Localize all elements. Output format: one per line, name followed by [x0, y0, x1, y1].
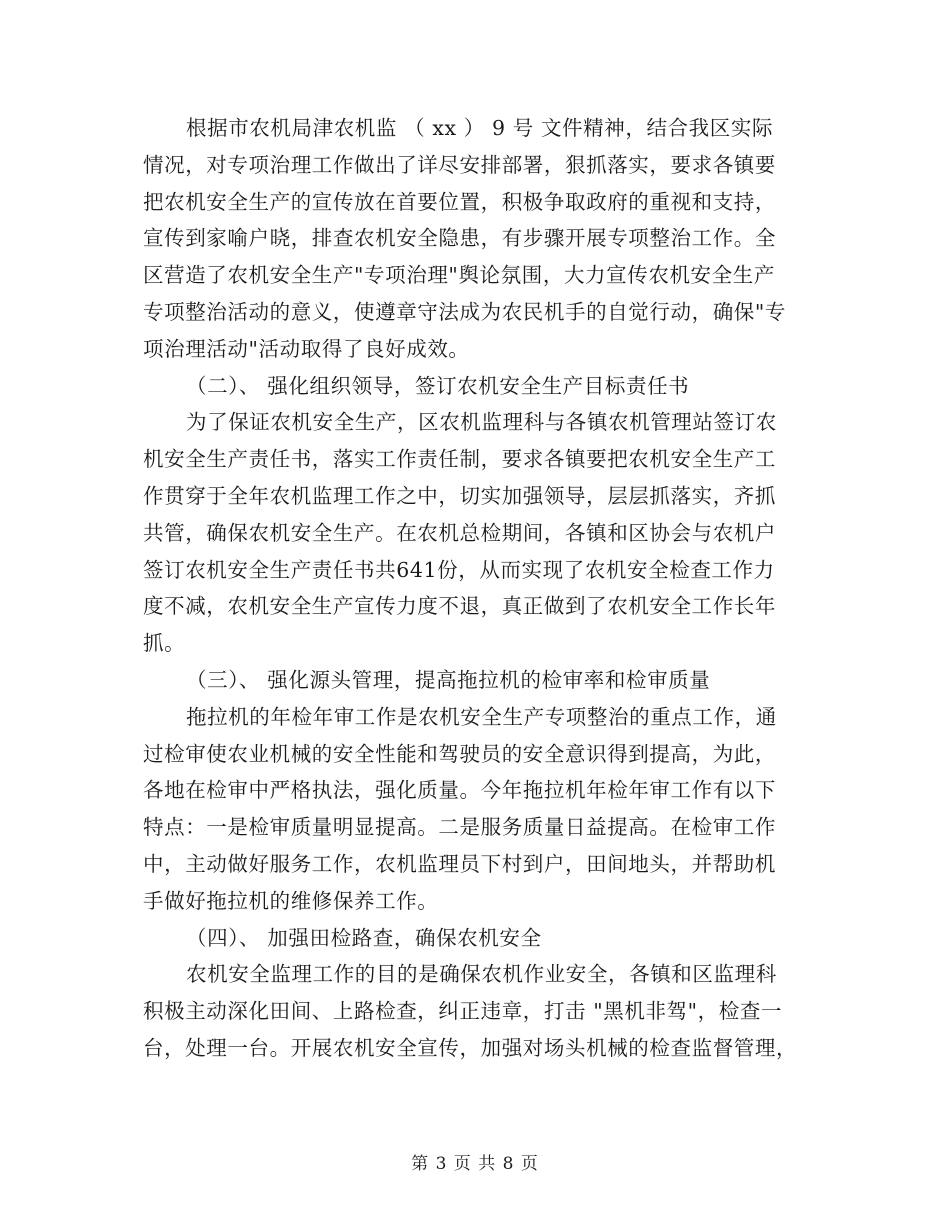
paragraph [143, 404, 810, 662]
text-line: 专项整治活动的意义，使遵章守法成为农民机手的自觉行动，确保"专 [143, 299, 787, 324]
text-line: 情况，对专项治理工作做出了详尽安排部署，狠抓落实，要求各镇要 [143, 152, 776, 177]
text-line: 农机安全监理工作的目的是确保农机作业安全，各镇和区监理科 [186, 962, 777, 987]
text-line: 区营造了农机安全生产"专项治理"舆论氛围，大力宣传农机安全生产 [143, 263, 775, 288]
text-line: 过检审使农业机械的安全性能和驾驶员的安全意识得到提高，为此， [143, 741, 776, 766]
text-line: 根据市农机局津农机监 （ xx ） 9 号 文件精神，结合我区实际 [186, 116, 774, 140]
text-line: 宣传到家喻户晓，排查农机安全隐患，有步骤开展专项整治工作。全 [143, 226, 776, 251]
paragraph [143, 699, 810, 920]
text-line: 作贯穿于全年农机监理工作之中，切实加强领导，层层抓落实，齐抓 [143, 483, 776, 508]
text-line: （二）、 强化组织领导，签订农机安全生产目标责任书 [186, 373, 690, 398]
text-line: 为了保证农机安全生产，区农机监理科与各镇农机管理站签订农 [186, 410, 777, 435]
text-line: 拖拉机的年检年审工作是农机安全生产专项整治的重点工作，通 [186, 704, 777, 729]
document-body [143, 110, 810, 1067]
paragraph [143, 956, 810, 1066]
text-line: 手做好拖拉机的维修保养工作。 [143, 888, 439, 913]
text-line: 台，处理一台。开展农机安全宣传，加强对场头机械的检查监督管理， [143, 1035, 798, 1060]
text-line: 把农机安全生产的宣传放在首要位置，积极争取政府的重视和支持， [143, 189, 776, 214]
text-line: 度不减，农机安全生产宣传力度不退，真正做到了农机安全工作长年 [143, 594, 776, 619]
paragraph [143, 110, 810, 368]
text-line: 各地在检审中严格执法，强化质量。今年拖拉机年检年审工作有以下 [143, 778, 776, 803]
text-line: 机安全生产责任书，落实工作责任制，要求各镇要把农机安全生产工 [143, 447, 776, 472]
text-line: （三）、 强化源头管理，提高拖拉机的检审率和检审质量 [186, 667, 711, 692]
text-line: 积极主动深化田间、上路检查，纠正违章，打击 "黑机非驾"，检查一 [143, 999, 783, 1024]
text-line: 中，主动做好服务工作，农机监理员下村到户，田间地头，并帮助机 [143, 851, 776, 876]
text-line: 项治理活动"活动取得了良好成效。 [143, 336, 470, 361]
text-line: 抓。 [143, 631, 186, 656]
text-line: 签订农机安全生产责任书共641份，从而实现了农机安全检查工作力 [143, 557, 775, 582]
text-line: 共管，确保农机安全生产。在农机总检期间，各镇和区协会与农机户 [143, 520, 776, 545]
section-heading [143, 920, 810, 957]
section-heading [143, 662, 810, 699]
text-line: 特点：一是检审质量明显提高。二是服务质量日益提高。在检审工作 [143, 815, 776, 840]
page-footer: 第 3 页 共 8 页 [411, 1154, 539, 1174]
section-heading [143, 368, 810, 405]
text-line: （四）、 加强田检路查，确保农机安全 [186, 925, 542, 950]
